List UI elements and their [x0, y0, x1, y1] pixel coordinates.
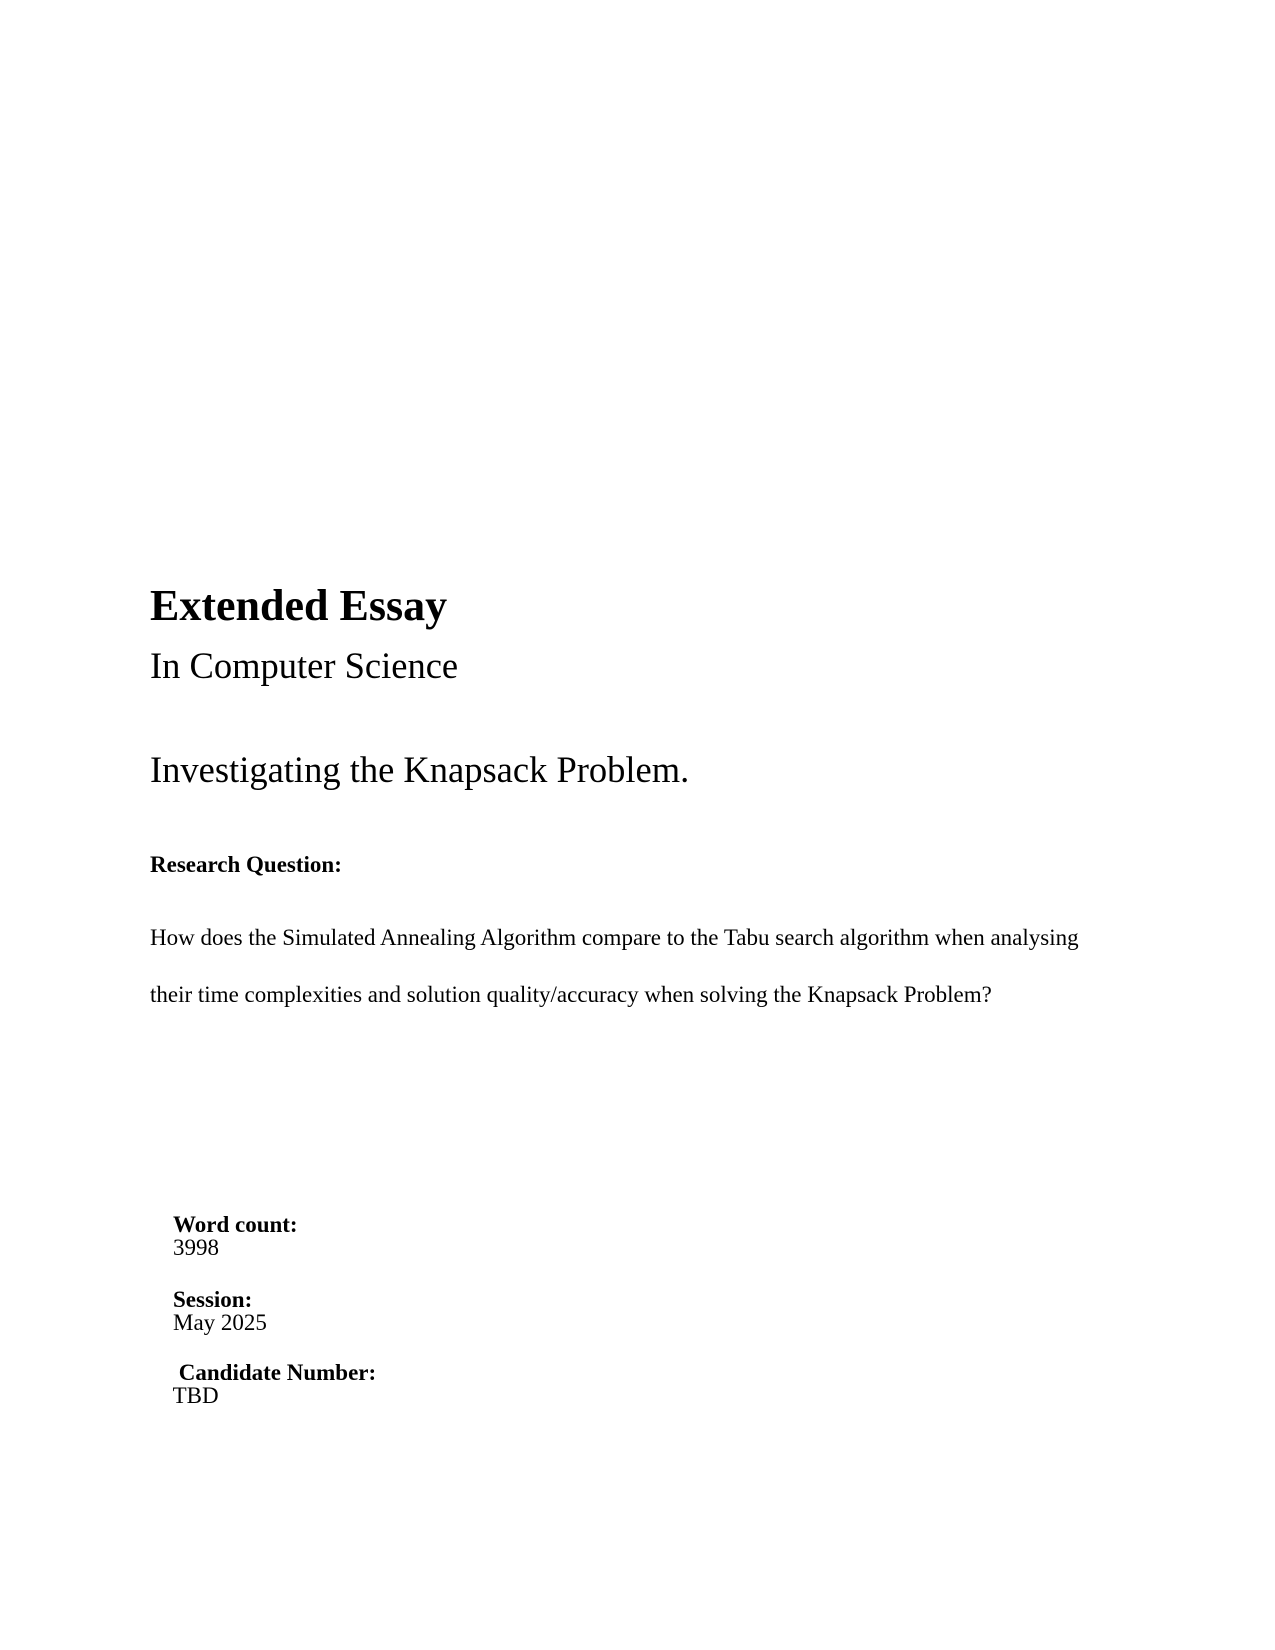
essay-topic: Investigating the Knapsack Problem.: [150, 749, 690, 790]
research-question-label: Research Question:: [150, 852, 342, 877]
research-question-text: How does the Simulated Annealing Algorithm compare to the Tabu search algorithm when analysing their time complexities and solution quality/accuracy when solving the Knapsack Problem?: [150, 925, 1079, 1007]
candidate-number-row: [150, 1338, 376, 1430]
candidate-number-value: TBD: [172, 1383, 219, 1408]
candidate-number-label: Candidate Number:: [173, 1360, 377, 1385]
document-title: Extended Essay: [150, 581, 448, 630]
session-label: Session:: [173, 1287, 253, 1312]
document-subject: In Computer Science: [150, 645, 459, 686]
word-count-label: Word count:: [173, 1212, 298, 1237]
session-value: May 2025: [173, 1310, 267, 1335]
word-count-value: 3998: [173, 1235, 219, 1260]
